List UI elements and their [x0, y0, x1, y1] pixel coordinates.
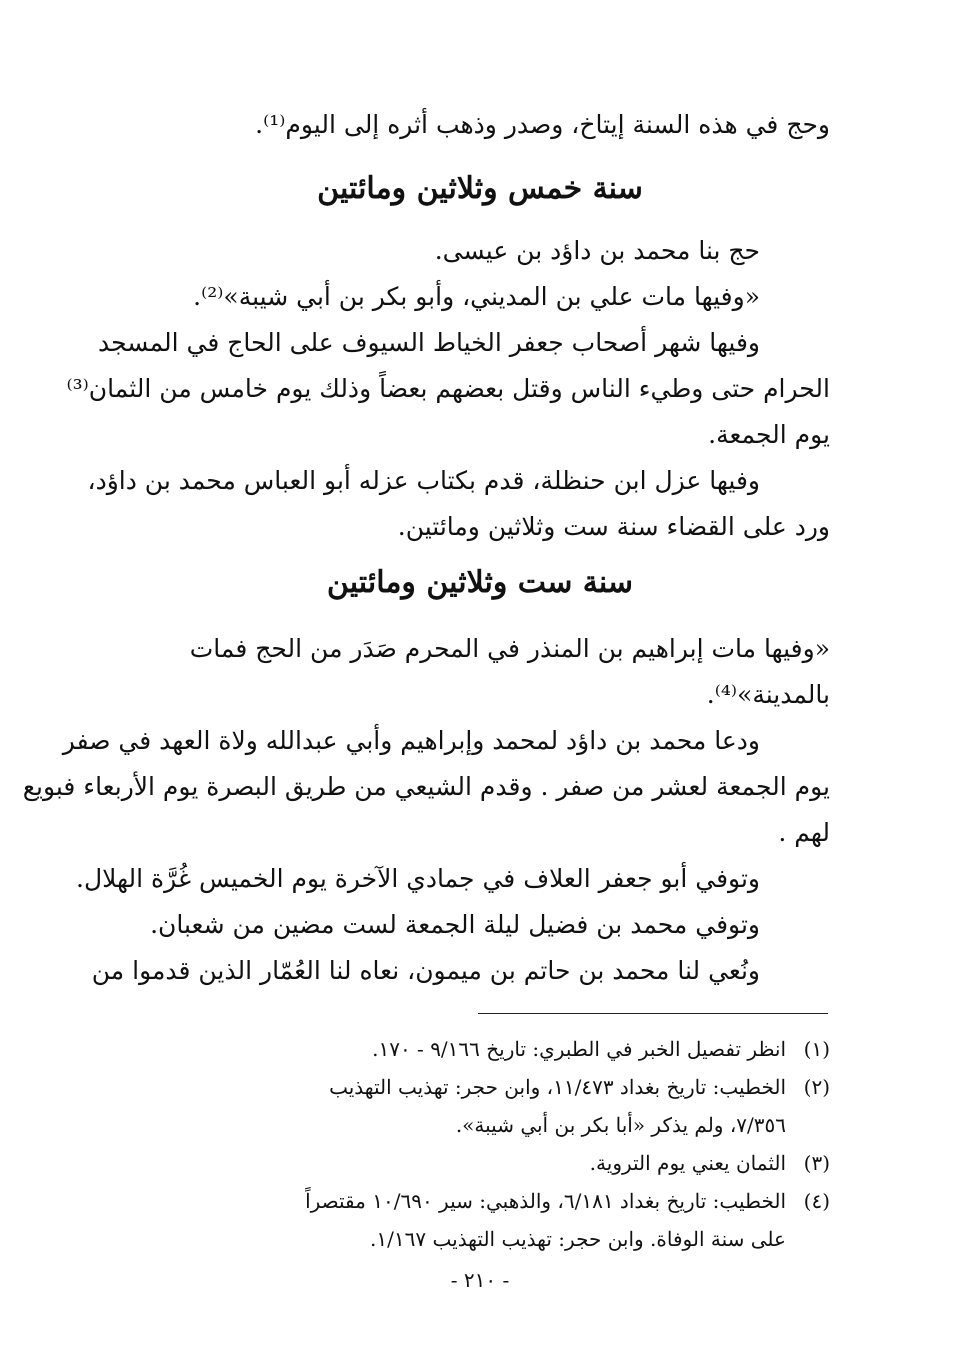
page-number: - ٢١٠ -: [450, 1268, 510, 1292]
footnote-text: انظر تفصيل الخبر في الطبري: تاريخ ٩/١٦٦ - ١٧٠.: [372, 1037, 786, 1061]
paragraph: وتوفي أبو جعفر العلاف في جمادي الآخرة يوم الخميس غُرَّة الهلال.: [76, 864, 760, 893]
text-line: وفيها عزل ابن حنظلة، قدم بكتاب عزله أبو العباس محمد بن داؤد،: [87, 466, 760, 495]
text-line: يوم الجمعة.: [708, 420, 830, 449]
paragraph: وتوفي محمد بن فضيل ليلة الجمعة لست مضين من شعبان.: [150, 910, 760, 939]
footnote-text: الخطيب: تاريخ بغداد ١١/٤٧٣، وابن حجر: تهذيب التهذيب: [329, 1075, 786, 1099]
section-235-body: [66, 228, 830, 550]
footnote-number: (٤): [803, 1189, 830, 1213]
section-heading-235: سنة خمس وثلاثين ومائتين: [317, 171, 643, 206]
footnote-text: ٧/٣٥٦، ولم يذكر «أبا بكر بن أبي شيبة».: [455, 1113, 786, 1137]
text-line: بالمدينة»⁽⁴⁾.: [706, 680, 830, 709]
text-line: «وفيها مات إبراهيم بن المنذر في المحرم صَدَر من الحج فمات: [189, 634, 830, 663]
footnote-4: [180, 1182, 830, 1258]
text-line: يوم الجمعة لعشر من صفر . وقدم الشيعي من طريق البصرة يوم الأربعاء فبويع: [22, 772, 830, 801]
footnote-number: (١): [803, 1037, 830, 1061]
section-236-body: [22, 626, 830, 994]
top-paragraph: [130, 102, 830, 148]
text-line: لهم .: [778, 818, 830, 847]
paragraph: «وفيها مات علي بن المديني، وأبو بكر بن أبي شيبة»⁽²⁾.: [193, 282, 760, 311]
footnote-number: (٣): [803, 1151, 830, 1175]
paragraph: ونُعي لنا محمد بن حاتم بن ميمون، نعاه لنا العُمّار الذين قدموا من: [91, 956, 760, 985]
footnote-text: على سنة الوفاة. وابن حجر: تهذيب التهذيب ١/١٦٧.: [370, 1227, 786, 1251]
text-line: وفيها شهر أصحاب جعفر الخياط السيوف على الحاج في المسجد: [98, 328, 760, 357]
text-line: ودعا محمد بن داؤد لمحمد وإبراهيم وأبي عبدالله ولاة العهد في صفر: [62, 726, 760, 755]
footnote-text: الثمان يعني يوم التروية.: [589, 1151, 786, 1175]
footnote-separator: [478, 1013, 828, 1014]
paragraph: حج بنا محمد بن داؤد بن عيسى.: [434, 236, 760, 265]
footnote-3: [180, 1144, 830, 1182]
footnote-2: [180, 1068, 830, 1144]
footnotes: [180, 1030, 830, 1258]
text-line: وحج في هذه السنة إيتاخ، وصدر وذهب أثره إلى اليوم⁽¹⁾.: [255, 110, 830, 139]
text-line: الحرام حتى وطيء الناس وقتل بعضهم بعضاً وذلك يوم خامس من الثمان⁽³⁾: [66, 374, 830, 403]
section-heading-236: سنة ست وثلاثين ومائتين: [326, 565, 634, 600]
footnote-number: (٢): [803, 1075, 830, 1099]
footnote-text: الخطيب: تاريخ بغداد ٦/١٨١، والذهبي: سير ١٠/٦٩٠ مقتصراً: [305, 1189, 786, 1213]
text-line: ورد على القضاء سنة ست وثلاثين ومائتين.: [397, 512, 830, 541]
footnote-1: [180, 1030, 830, 1068]
